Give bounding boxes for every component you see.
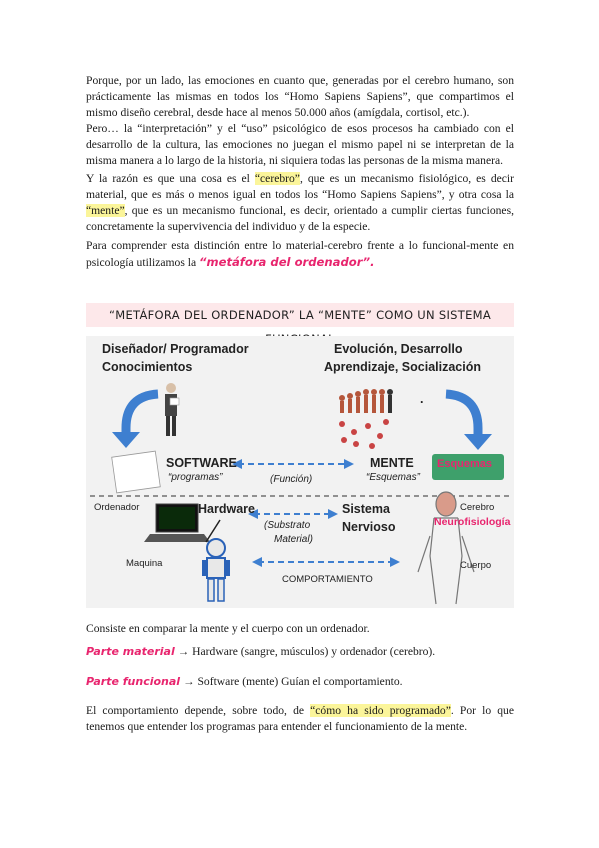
functional-part-text: Software (mente) Guían el comportamiento. — [197, 675, 403, 688]
label-programs: “programas” — [168, 472, 223, 483]
text-segment: El comportamiento depende, sobre todo, de — [86, 704, 311, 717]
handwritten-material-part: Parte material — [86, 645, 175, 658]
paragraph-comparison-text: Consiste en comparar la mente y el cuerpo con un ordenador. — [86, 622, 370, 635]
paragraph-programming — [86, 703, 514, 735]
label-function: (Función) — [270, 474, 313, 485]
label-learning: Aprendizaje, Socialización — [324, 360, 481, 374]
label-behavior: COMPORTAMIENTO — [282, 574, 373, 585]
evolution-crowd-icon — [339, 389, 393, 413]
paragraph-emotions — [86, 73, 514, 121]
figure-title: “METÁFORA DEL ORDENADOR” LA “MENTE” COMO UN SISTEMA — [86, 303, 514, 327]
label-designer: Diseñador/ Programador — [102, 342, 249, 356]
paragraph-brain-mind — [86, 171, 514, 235]
text-segment: , que es un mecanismo fisiológico, es decir material, que es más o menos igual en todos los “Homo Sapiens Sapiens”, y otra cosa la — [86, 172, 514, 201]
program-document-icon — [112, 451, 161, 493]
handwritten-metaphor: “metáfora del ordenador”. — [199, 255, 375, 269]
handwritten-functional-part: Parte funcional — [86, 675, 181, 688]
substrate-double-arrow — [248, 509, 338, 519]
label-substrate-1: (Substrato — [264, 520, 311, 531]
label-dot: . — [420, 392, 424, 406]
label-brain: Cerebro — [460, 502, 495, 513]
text-segment: Para comprender esta distinción entre lo material-cerebro frente a lo funcional-mente en psicología utilizamos la — [86, 239, 514, 269]
material-part-text: Hardware (sangre, músculos) y ordenador (cerebro). — [192, 645, 436, 658]
arrow-glyph: → — [180, 675, 198, 688]
text-segment: . Por lo que tenemos que entender los programas para entender el funcionamiento de la mente. — [86, 704, 514, 733]
function-double-arrow — [232, 459, 354, 469]
label-computer: Ordenador — [94, 502, 140, 513]
highlight-mente: “mente” — [86, 204, 125, 217]
label-nervous: Nervioso — [342, 520, 396, 534]
label-evolution: Evolución, Desarrollo — [334, 342, 463, 356]
social-network-icon — [339, 419, 389, 449]
arrow-glyph: → — [174, 645, 193, 658]
curved-arrow-right-head — [464, 434, 492, 450]
paragraph-interpretation — [86, 121, 514, 169]
label-system: Sistema — [342, 502, 390, 516]
paragraph-material-part — [86, 644, 514, 660]
schemas-box-label: Esquemas — [437, 458, 493, 470]
label-substrate-2: Material) — [274, 534, 313, 545]
text-segment: Y la razón es que una cosa es el — [86, 172, 255, 185]
paragraph-emotions-text: Porque, por un lado, las emociones en cuanto que, generadas por el cerebro humano, son prácticamente las mismas en todos los “Homo Sapiens Sapiens”, que compartimos el mismo diseño cerebral, desde hace al menos 50.000 años (amígdala, cortisol, etc.). — [86, 74, 514, 119]
curved-arrow-left — [126, 394, 158, 434]
label-knowledge: Conocimientos — [102, 360, 193, 374]
label-software: SOFTWARE — [166, 456, 237, 470]
curved-arrow-right — [446, 394, 478, 436]
robot-icon — [202, 539, 230, 601]
label-neurophysiology: Neurofisiología — [434, 516, 511, 528]
computer-metaphor-diagram — [86, 336, 514, 608]
paragraph-metaphor-intro — [86, 238, 514, 271]
programmer-figure-icon — [165, 383, 179, 436]
paragraph-functional-part — [86, 674, 514, 690]
label-schemas: “Esquemas” — [366, 472, 420, 483]
behavior-double-arrow — [252, 557, 400, 567]
paragraph-comparison — [86, 621, 514, 637]
label-mind: MENTE — [370, 456, 414, 470]
highlight-programmed: “cómo ha sido programado” — [310, 704, 451, 717]
curved-arrow-left-head — [112, 432, 140, 448]
paragraph-interpretation-text: Pero… la “interpretación” y el “uso” psicológico de esos procesos ha cambiado con el desarrollo de la cultura, las emociones no juegan el mismo papel ni se interpretan de la misma manera a lo largo de la historia, ni siquiera todas las personas de la misma manera. — [86, 122, 514, 167]
label-machine: Maquina — [126, 558, 163, 569]
label-body: Cuerpo — [460, 560, 492, 571]
text-segment: , que es un mecanismo funcional, es decir, orientado a cumplir ciertas funciones, concretamente la supervivencia del individuo y de la especie. — [86, 204, 514, 233]
label-hardware: Hardware — [198, 502, 255, 516]
highlight-cerebro: “cerebro” — [254, 172, 300, 185]
